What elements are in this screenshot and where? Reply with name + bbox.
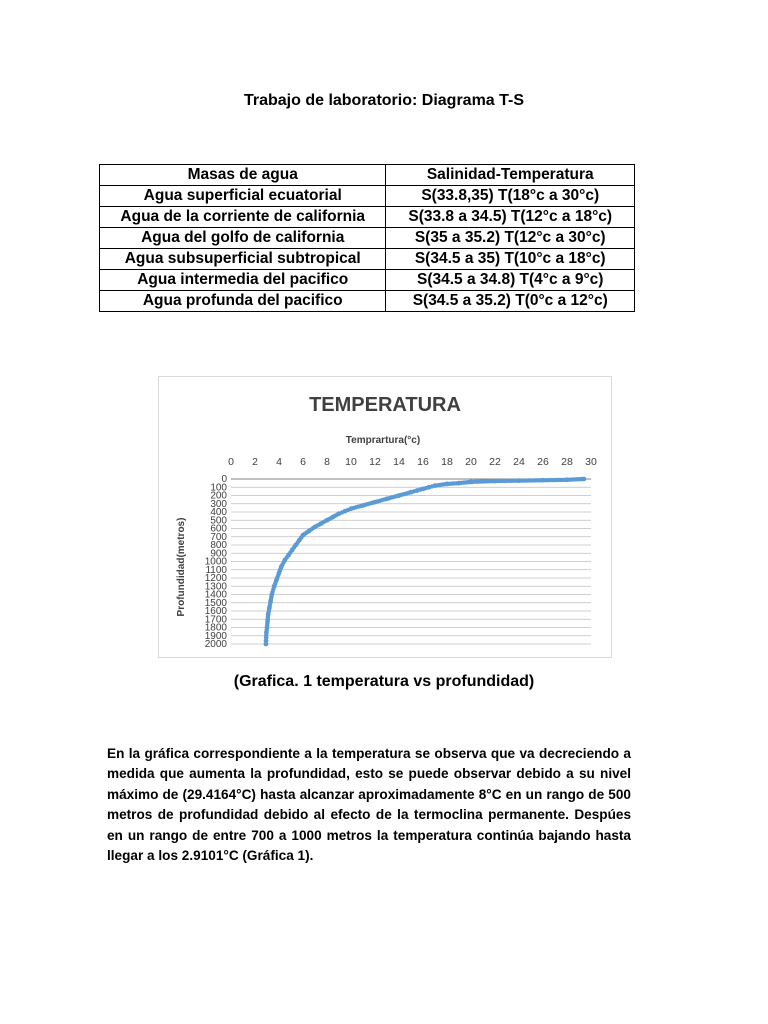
- document-title: Trabajo de laboratorio: Diagrama T-S: [243, 92, 525, 109]
- table-row: [100, 207, 635, 228]
- chart-y-axis-label: Profundidad(metros): [176, 517, 187, 617]
- y-tick-label: 1600: [204, 606, 227, 617]
- table-cell-salinity-temperature: S(34.5 a 35) T(10°c a 18°c): [386, 249, 635, 270]
- table-cell-salinity-temperature: S(35 a 35.2) T(12°c a 30°c): [386, 228, 635, 249]
- y-tick-label: 300: [210, 498, 227, 510]
- x-tick-label: 10: [345, 456, 357, 468]
- x-tick-label: 24: [513, 456, 525, 468]
- x-tick-label: 22: [489, 456, 501, 468]
- table-cell-salinity-temperature: S(33.8 a 34.5) T(12°c a 18°c): [386, 207, 635, 228]
- y-tick-label: 1700: [204, 614, 227, 626]
- x-tick-label: 18: [441, 456, 453, 468]
- x-tick-label: 6: [300, 456, 306, 468]
- y-tick-label: 900: [210, 548, 227, 560]
- table-row: [100, 291, 635, 312]
- header-salinidad-temperatura: Salinidad-Temperatura: [386, 165, 635, 186]
- table-row: [100, 249, 635, 270]
- body-paragraph: En la gráfica correspondiente a la temperatura se observa que va decreciendo a medida que aumenta la profundidad, esto se puede observar debido a su nivel máximo de (29.4164°C) hasta alcanzar aproximadamente 8°C en un rango de 500 metros de profundidad debido al efecto de la termoclina permanente. Despúes en un rango de entre 700 a 1000 metros la temperatura continúa bajando hasta llegar a los 2.9101°C (Gráfica 1).: [107, 746, 631, 864]
- table-cell-salinity-temperature: S(33.8,35) T(18°c a 30°c): [386, 186, 635, 207]
- table-row: [100, 228, 635, 249]
- water-masses-table: [99, 164, 635, 312]
- table-cell-water-mass: Agua subsuperficial subtropical: [100, 249, 386, 270]
- x-tick-label: 28: [561, 456, 573, 468]
- table-cell-water-mass: Agua profunda del pacifico: [100, 291, 386, 312]
- y-tick-label: 2000: [204, 639, 227, 650]
- chart-caption: (Grafica. 1 temperatura vs profundidad): [233, 673, 535, 690]
- temperature-chart-svg: [159, 377, 611, 657]
- y-tick-label: 600: [210, 523, 227, 535]
- x-tick-label: 30: [585, 456, 597, 468]
- header-masas-de-agua: Masas de agua: [100, 165, 386, 186]
- chart-x-axis-label: Temprartura(°c): [345, 435, 421, 446]
- data-point: [264, 642, 269, 647]
- x-tick-label: 16: [417, 456, 429, 468]
- y-tick-label: 100: [210, 482, 227, 494]
- y-tick-label: 0: [221, 474, 227, 485]
- temperature-chart: [158, 376, 612, 658]
- y-tick-label: 500: [210, 515, 227, 527]
- table-row: [100, 186, 635, 207]
- chart-title: TEMPERATURA: [309, 394, 461, 416]
- y-tick-label: 1000: [204, 556, 227, 568]
- y-tick-label: 1800: [204, 622, 227, 634]
- y-tick-label: 1400: [204, 589, 227, 601]
- x-tick-label: 12: [369, 456, 381, 468]
- x-tick-label: 14: [393, 456, 405, 468]
- table-cell-water-mass: Agua del golfo de california: [100, 228, 386, 249]
- x-tick-label: 0: [228, 456, 234, 468]
- table-header-row: [100, 165, 635, 186]
- table-cell-salinity-temperature: S(34.5 a 35.2) T(0°c a 12°c): [386, 291, 635, 312]
- y-tick-label: 800: [210, 540, 227, 551]
- table-cell-water-mass: Agua superficial ecuatorial: [100, 186, 386, 207]
- x-tick-label: 26: [537, 456, 549, 468]
- y-tick-label: 200: [210, 490, 227, 502]
- table-cell-water-mass: Agua de la corriente de california: [100, 207, 386, 228]
- x-tick-label: 8: [324, 456, 330, 468]
- y-tick-label: 1200: [204, 573, 227, 584]
- chart-x-ticks: [228, 456, 597, 468]
- x-tick-label: 2: [252, 456, 258, 468]
- y-tick-label: 1500: [204, 597, 227, 609]
- table-cell-salinity-temperature: S(34.5 a 34.8) T(4°c a 9°c): [386, 270, 635, 291]
- y-tick-label: 1300: [204, 581, 227, 593]
- y-tick-label: 1900: [204, 630, 227, 642]
- x-tick-label: 4: [276, 456, 282, 468]
- table-row: [100, 270, 635, 291]
- x-tick-label: 20: [465, 456, 477, 468]
- y-tick-label: 700: [210, 531, 227, 543]
- y-tick-label: 1100: [205, 564, 227, 576]
- chart-y-ticks: [205, 474, 228, 650]
- y-tick-label: 400: [210, 507, 227, 518]
- table-cell-water-mass: Agua intermedia del pacifico: [100, 270, 386, 291]
